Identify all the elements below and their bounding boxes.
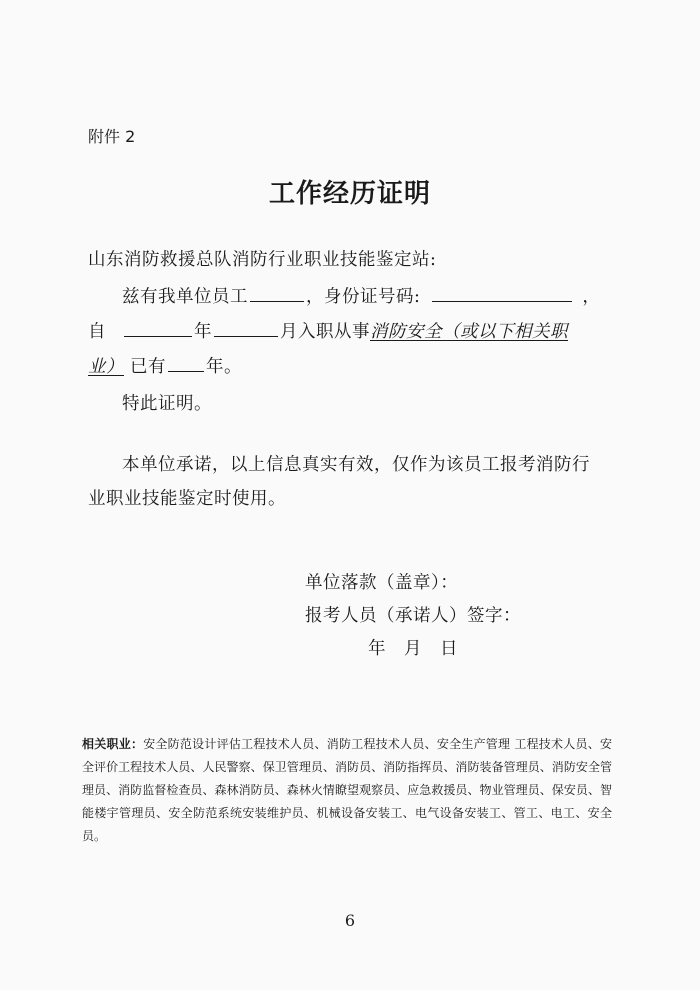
body-text: 年 — [194, 322, 212, 342]
employee-name-blank — [250, 284, 304, 302]
pledge-line-1: 本单位承诺，以上信息真实有效，仅作为该员工报考消防行 — [122, 455, 590, 475]
body-text: 自 — [88, 322, 106, 342]
applicant-signature-label: 报考人员（承诺人）签字： — [305, 606, 521, 626]
duration-blank — [168, 354, 204, 372]
body-text: 月入职从事 — [280, 322, 370, 342]
date-label: 年 月 日 — [368, 639, 458, 659]
body-text: ，身份证号码: — [306, 287, 421, 307]
body-text: 兹有我单位员工 — [122, 287, 248, 307]
body-text: ， — [582, 287, 601, 307]
start-month-blank — [214, 319, 278, 337]
page-number: 6 — [344, 911, 356, 930]
body-line-4: 特此证明。 — [122, 394, 212, 414]
related-occupations-text: 安全防范设计评估工程技术人员、消防工程技术人员、安全生产管理 工程技术人员、安全评价工程技术人员、人民警察、保卫管理员、消防员、消防指挥员、消防装备管理员、消防安全管理员、消防监督检查员、森林消防员、森林火情瞭望观察员、应急救援员、物业管理员、保安员、智能楼宇管理员、安全防范系统安装维护员、机械设备安装工、电气设备安装工、管工、电工、安全员。 — [82, 737, 612, 843]
job-title-text: 消防安全（或以下相关职 — [370, 322, 568, 342]
start-year-blank — [124, 319, 192, 337]
body-text: 已有 — [130, 357, 166, 377]
job-title-text: 业） — [88, 357, 124, 377]
body-line-3 — [88, 353, 242, 378]
related-occupations-label: 相关职业： — [82, 737, 144, 751]
document-title: 工作经历证明 — [268, 179, 431, 209]
addressee: 山东消防救援总队消防行业职业技能鉴定站: — [88, 250, 437, 270]
id-number-blank — [432, 284, 572, 302]
body-line-1 — [122, 283, 600, 308]
attachment-label: 附件 2 — [88, 127, 136, 146]
body-text: 年。 — [206, 357, 242, 377]
unit-signature-label: 单位落款（盖章）： — [305, 573, 459, 593]
body-line-2 — [88, 318, 568, 343]
pledge-line-2: 业职业技能鉴定时使用。 — [88, 489, 286, 509]
related-occupations — [82, 733, 612, 848]
